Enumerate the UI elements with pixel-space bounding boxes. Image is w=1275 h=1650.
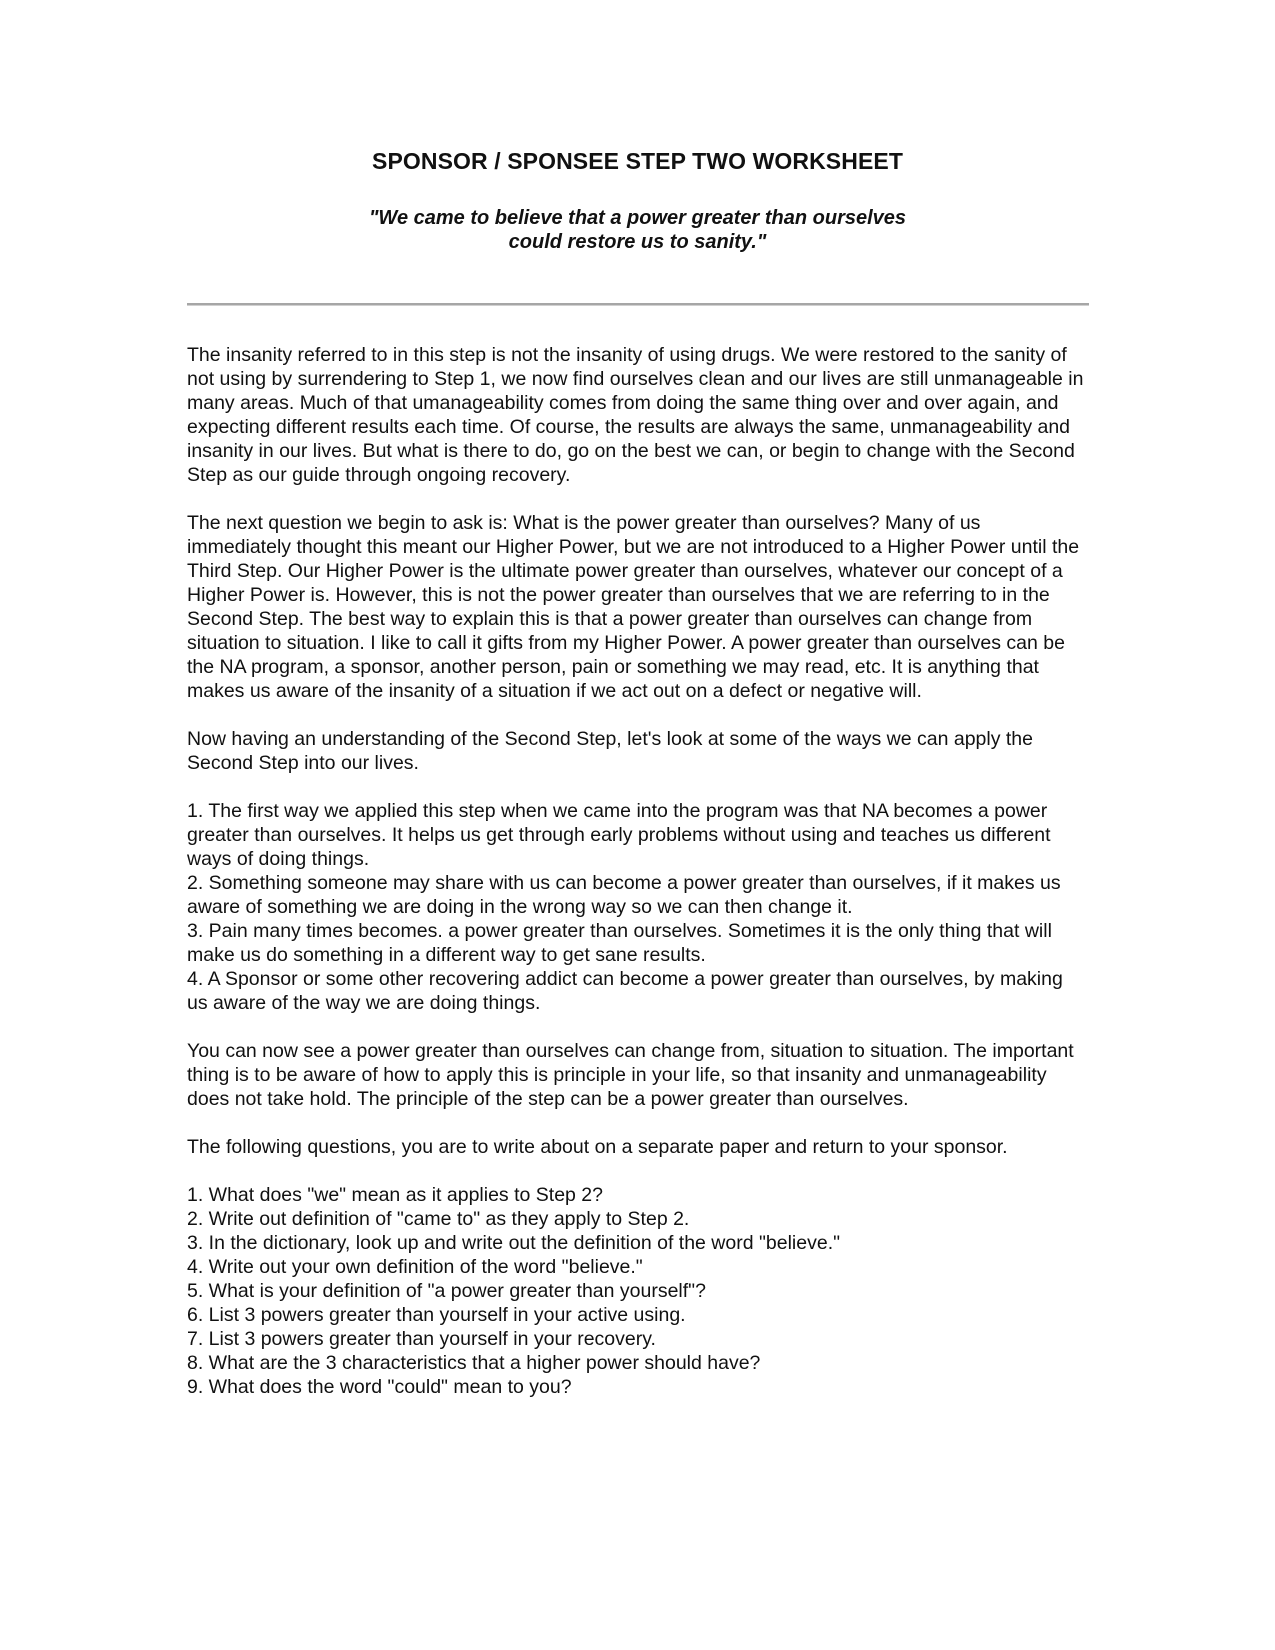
question-item: 8. What are the 3 characteristics that a higher power should have?: [187, 1352, 761, 1374]
list-item: 2. Something someone may share with us can become a power greater than ourselves, if it makes us aware of something we are doing in the wrong way so we can then change it.: [187, 872, 1061, 918]
power-paragraph: The next question we begin to ask is: What is the power greater than ourselves? Many of us immediately thought this meant our Higher Power, but we are not introduced to a Higher Power until the Third Step. Our Higher Power is the ultimate power greater than ourselves, whatever our concept of a Higher Power is. However, this is not the power greater than ourselves that we are referring to in the Second Step. The best way to explain this is that a power greater than ourselves can change from situation to situation. I like to call it gifts from my Higher Power. A power greater than ourselves can be the NA program, a sponsor, another person, pain or something we may read, etc. It is anything that makes us aware of the insanity of a situation if we act out on a defect or negative will.: [187, 512, 1080, 702]
ways-list: [187, 799, 1087, 1015]
horizontal-divider: [187, 303, 1089, 306]
question-item: 6. List 3 powers greater than yourself in your active using.: [187, 1304, 686, 1326]
question-item: 9. What does the word "could" mean to you?: [187, 1376, 572, 1398]
closing-paragraph: You can now see a power greater than ourselves can change from, situation to situation. The important thing is to be aware of how to apply this is principle in your life, so that insanity and unmanageability does not take hold. The principle of the step can be a power greater than ourselves.: [187, 1040, 1074, 1110]
step-quote-line-1: "We came to believe that a power greater than ourselves: [368, 207, 907, 229]
list-item: 4. A Sponsor or some other recovering addict can become a power greater than ourselves, by making us aware of the way we are doing things.: [187, 968, 1063, 1014]
intro-paragraph: The insanity referred to in this step is not the insanity of using drugs. We were restored to the sanity of not using by surrendering to Step 1, we now find ourselves clean and our lives are still unmanageable in many areas. Much of that umanageability comes from doing the same thing over and over again, and expecting different results each time. Of course, the results are always the same, unmanageability and insanity in our lives. But what is there to do, go on the best we can, or begin to change with the Second Step as our guide through ongoing recovery.: [187, 344, 1084, 486]
question-item: 7. List 3 powers greater than yourself in your recovery.: [187, 1328, 656, 1350]
page-title: SPONSOR / SPONSEE STEP TWO WORKSHEET: [372, 148, 903, 174]
questions-list: [187, 1183, 1087, 1399]
document-body: [187, 343, 1087, 1423]
question-item: 2. Write out definition of "came to" as they apply to Step 2.: [187, 1208, 690, 1230]
question-item: 3. In the dictionary, look up and write out the definition of the word "believe.": [187, 1232, 841, 1254]
question-item: 5. What is your definition of "a power greater than yourself"?: [187, 1280, 706, 1302]
question-item: 4. Write out your own definition of the word "believe.": [187, 1256, 643, 1278]
list-item: 1. The first way we applied this step when we came into the program was that NA becomes a power greater than ourselves. It helps us get through early problems without using and teaches us different ways of doing things.: [187, 800, 1051, 870]
apply-paragraph: Now having an understanding of the Second Step, let's look at some of the ways we can apply the Second Step into our lives.: [187, 728, 1033, 774]
instructions-paragraph: The following questions, you are to write about on a separate paper and return to your sponsor.: [187, 1136, 1008, 1158]
step-quote: [0, 206, 1275, 254]
list-item: 3. Pain many times becomes. a power greater than ourselves. Sometimes it is the only thing that will make us do something in a different way to get sane results.: [187, 920, 1052, 966]
step-quote-line-2: could restore us to sanity.": [508, 231, 767, 253]
question-item: 1. What does "we" mean as it applies to Step 2?: [187, 1184, 603, 1206]
